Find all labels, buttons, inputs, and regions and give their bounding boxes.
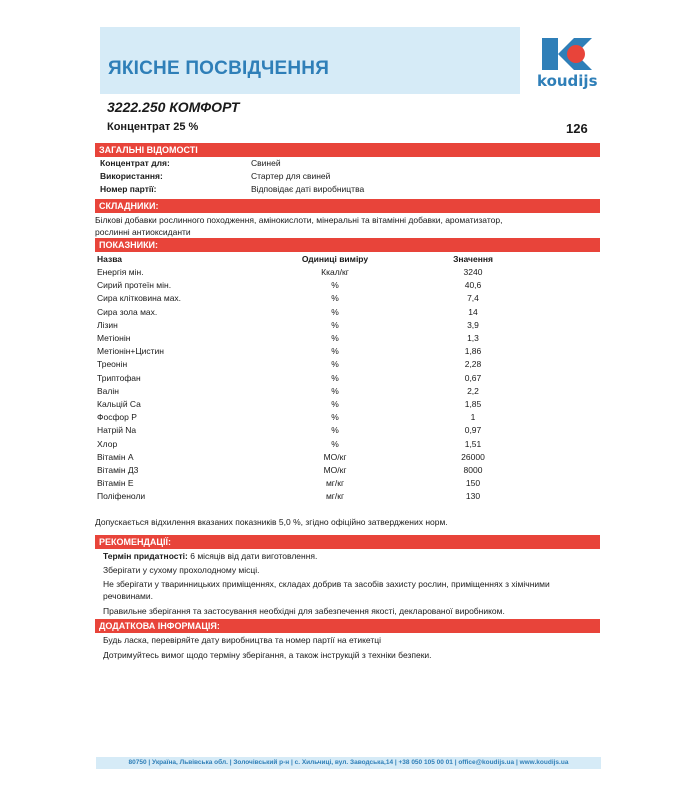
indicator-value: 2,2 [467,385,479,396]
indicator-name: Триптофан [97,372,141,383]
general-row [0,183,700,196]
indicator-row [0,451,700,464]
indicator-row [0,477,700,490]
indicator-unit: % [331,385,339,396]
section-additional-heading: ДОДАТКОВА ІНФОРМАЦІЯ: [95,619,600,633]
indicator-row [0,266,700,279]
footer-contacts: 80750 | Україна, Львівська обл. | Золочівський р-н | с. Хильчиці, вул. Заводська,14 | +38 050 105 00 01 | office@koudijs.ua | www.koudijs.ua [96,757,601,769]
composition-text: Білкові добавки рослинного походження, амінокислоти, мінеральні та вітамінні добавки, ароматизатор, рослинні антиоксиданти [95,215,503,237]
indicator-name: Лізин [97,319,118,330]
indicator-row [0,279,700,292]
indicator-row [0,345,700,358]
indicator-unit: % [331,359,339,370]
indicator-value: 130 [465,491,481,502]
general-row-label: Номер партії: [100,184,157,194]
indicator-unit: % [331,412,339,423]
shelf-life-line [103,550,523,562]
indicator-name: Сира зола мах. [97,306,158,317]
indicator-row [0,411,700,424]
section-indicators-heading: ПОКАЗНИКИ: [95,238,600,252]
indicator-unit: % [331,293,339,304]
column-header-unit: Одиниці виміру [301,254,369,264]
shelf-life-value: 6 місяців від дати виготовлення. [190,551,318,561]
indicator-name: Поліфеноли [97,491,146,502]
section-recommendations-heading: РЕКОМЕНДАЦІЇ: [95,535,600,549]
indicator-value: 26000 [461,451,485,462]
logo-text: koudijs [537,72,598,90]
indicator-row [0,372,700,385]
general-row [0,170,700,183]
koudijs-logo [534,36,604,92]
indicator-row [0,306,700,319]
concentrate-label: Концентрат 25 % [107,121,199,133]
document-title: ЯКІСНЕ ПОСВІДЧЕННЯ [108,58,330,79]
indicator-unit: МО/кг [323,465,347,475]
general-row-label: Концентрат для: [100,158,170,168]
indicator-value: 3,9 [467,319,479,330]
indicator-name: Вітамін Е [97,478,134,489]
indicator-name: Сирий протеїн мін. [97,280,172,291]
indicator-value: 7,4 [467,293,479,304]
indicator-row [0,319,700,332]
indicator-row [0,464,700,477]
indicator-name: Метіонін [97,333,131,343]
indicator-unit: Ккал/кг [321,267,349,277]
indicator-unit: % [331,319,339,330]
additional-line: Дотримуйтесь вимог щодо терміну зберігання, а також інструкцій з техніки безпеки. [103,650,432,660]
indicator-row [0,385,700,398]
indicator-unit: % [331,425,339,436]
indicator-value: 1,3 [467,333,479,343]
indicator-value: 2,28 [464,359,482,370]
indicator-unit: % [331,306,339,317]
column-header-value: Значення [453,254,493,264]
indicator-name: Вітамін Д3 [97,465,139,475]
indicator-value: 14 [468,306,478,317]
indicator-row [0,292,700,305]
indicator-unit: % [331,399,339,409]
shelf-life-label: Термін придатності: [103,551,188,561]
reco-line: Не зберігати у тваринницьких приміщеннях, складах добрив та засобів захисту рослин, приміщеннях з хімічними речовинами. [103,579,550,601]
indicator-name: Натрій Na [97,425,137,436]
indicator-value: 1,85 [464,399,482,409]
indicator-name: Вітамін А [97,451,134,462]
general-row [0,157,700,170]
indicator-unit: мг/кг [325,478,345,489]
indicator-name: Енергія мін. [97,267,144,277]
indicator-row [0,358,700,371]
indicator-value: 150 [465,478,481,489]
indicator-value: 1,86 [464,346,482,357]
indicator-row [0,332,700,345]
product-name: 3222.250 КОМФОРТ [107,99,240,115]
indicator-unit: % [331,346,339,357]
section-general-heading: ЗАГАЛЬНІ ВІДОМОСТІ [95,143,600,157]
indicator-unit: % [331,333,339,343]
indicator-value: 1 [470,412,476,423]
indicator-name: Метіонін+Цистин [97,346,164,357]
logo-mark-icon [540,36,596,72]
indicator-unit: % [331,280,339,291]
indicator-row [0,424,700,437]
reco-line: Зберігати у сухому прохолодному місці. [103,565,260,575]
indicator-value: 1,51 [464,438,482,449]
indicator-name: Хлор [97,438,118,449]
indicator-value: 3240 [463,267,483,277]
indicators-table-header [0,253,700,266]
indicator-name: Сира клітковина мах. [97,293,182,304]
indicator-row [0,490,700,503]
indicator-value: 40,6 [464,280,482,291]
indicator-unit: % [331,372,339,383]
indicator-unit: % [331,438,339,449]
indicator-unit: МО/кг [323,451,347,462]
general-row-value: Відповідає даті виробництва [251,184,365,194]
indicator-value: 8000 [463,465,483,475]
indicator-value: 0,97 [464,425,482,436]
reco-line: Правильне зберігання та застосування необхідні для забезпечення якості, декларованої виробником. [103,606,505,616]
column-header-name: Назва [97,254,123,264]
indicator-name: Треонін [97,359,128,370]
indicator-row [0,438,700,451]
section-composition-heading: СКЛАДНИКИ: [95,199,600,213]
indicator-name: Фосфор Р [97,412,137,423]
indicator-row [0,398,700,411]
additional-line: Будь ласка, перевіряйте дату виробництва та номер партії на етикетці [103,635,381,645]
indicator-value: 0,67 [464,372,482,383]
indicator-name: Кальцій Са [97,399,141,409]
page-number: 126 [566,121,588,136]
indicator-name: Валін [97,385,119,396]
general-row-value: Стартер для свиней [251,171,331,181]
general-row-label: Використання: [100,171,163,181]
indicator-unit: мг/кг [325,491,345,502]
tolerance-note: Допускається відхилення вказаних показників 5,0 %, згідно офіційно затверджених норм. [95,517,448,527]
general-row-value: Свиней [251,158,281,168]
